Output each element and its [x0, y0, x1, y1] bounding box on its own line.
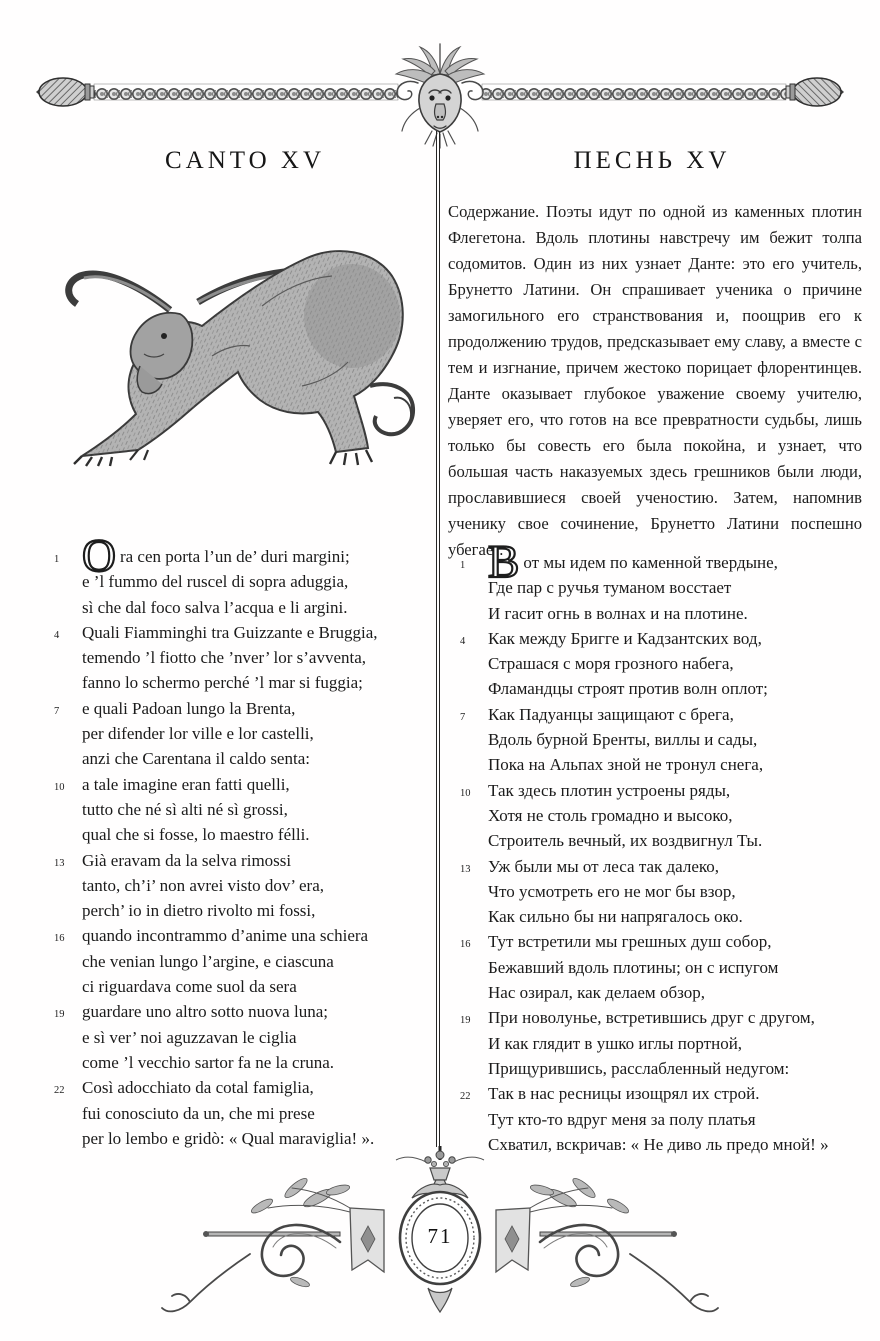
verse-line: Тут встретили мы грешных душ собор,	[488, 932, 772, 952]
tercet-lines	[488, 778, 868, 854]
verse-column-russian	[460, 536, 868, 1157]
verse-line-number: 4	[54, 629, 60, 641]
tercet	[460, 1005, 868, 1081]
verse-line-number: 10	[54, 781, 65, 793]
verse-line-number: 16	[460, 939, 471, 951]
verse-line: e sì ver’ noi aguzzavan le ciglia	[82, 1027, 297, 1047]
cartouche-right-scroll	[496, 1176, 718, 1312]
verse-line: perch’ io in dietro rivolto mi fossi,	[82, 901, 316, 921]
tercet-lines	[82, 696, 436, 772]
tercet	[54, 696, 436, 772]
tercet	[460, 854, 868, 930]
braided-rule-left	[94, 84, 398, 100]
tercet-lines	[488, 1005, 868, 1081]
tercet	[54, 772, 436, 848]
verse-line: И гасит огнь в волнах и на плотине.	[488, 603, 748, 623]
verse-line: Уж были мы от леса так далеко,	[488, 856, 720, 876]
verse-line: temendo ’l fiotto che ’nver’ lor s’avventa,	[82, 648, 367, 668]
verse-line: Так в нас ресницы изощрял их строй.	[488, 1084, 760, 1104]
verse-line: При новолунье, встретившись друг с другом,	[488, 1008, 815, 1028]
verse-line: qual che si fosse, lo maestro félli.	[82, 825, 310, 845]
verse-line-number: 10	[460, 787, 471, 799]
verse-line: Фламандцы строят против волн оплот;	[488, 679, 768, 699]
verse-line: tutto che né sì alti né sì grossi,	[82, 799, 288, 819]
verse-line: sì che dal foco salva l’acqua e li argini.	[82, 597, 348, 617]
verse-line-number: 1	[54, 554, 60, 565]
tercet-lines	[82, 620, 436, 696]
verse-line: per difender lor ville e lor castelli,	[82, 724, 314, 744]
tercet	[460, 929, 868, 1005]
tercet-lines	[488, 702, 868, 778]
beast-illustration	[52, 236, 432, 471]
tercet-lines	[82, 848, 436, 924]
verse-column-italian	[54, 530, 436, 1151]
tercet-lines	[82, 1075, 436, 1151]
tercet-lines	[82, 923, 436, 999]
verse-line: Хотя не столь громадно и высоко,	[488, 805, 733, 825]
canto-summary: Содержание. Поэты идут по одной из каменных плотин Флегетона. Вдоль плотины навстречу им бежит толпа содомитов. Один из них узнает Данте: это его учитель, Брунетто Латини. Он спрашивает ученика о причине замогильного его странствования и, поощрив его к продолжению трудов, предсказывает ему славу, а вместе с тем и изгнание, причем жестоко порицает флорентинцев. Данте оказывает глубокое уважение своему учителю, уверяет его, что готов на все превратности судьбы, лишь только бы совесть его была покойна, и узнает, что большая часть наказуемых здесь грешников были люди, прославившиеся своей ученостию. Затем, напомнив ученику свое сочинение, Брунетто Латини поспешно убегает.	[448, 202, 862, 559]
verse-line: Тут кто-то вдруг меня за полу платья	[488, 1109, 756, 1129]
verse-line-number: 1	[460, 560, 466, 571]
tercet-lines	[82, 772, 436, 848]
verse-line: Бежавший вдоль плотины; он с испугом	[488, 957, 779, 977]
verse-line: che venian lungo l’argine, e ciascuna	[82, 951, 334, 971]
verse-line: Вдоль бурной Бренты, виллы и сады,	[488, 730, 758, 750]
verse-line: quando incontrammo d’anime una schiera	[82, 926, 369, 946]
verse-line: Già eravam da la selva rimossi	[82, 850, 292, 870]
verse-line: ci riguardava come suol da sera	[82, 977, 297, 997]
pesn-heading: ПЕСНЬ XV	[573, 147, 731, 174]
verse-line: guardare uno altro sotto nuova luna;	[82, 1002, 328, 1022]
verse-line: Così adocchiato da cotal famiglia,	[82, 1078, 314, 1098]
canto-heading: CANTO XV	[164, 147, 325, 174]
verse-line-number: 4	[460, 635, 466, 647]
finial-right-icon	[786, 78, 844, 106]
tercet	[54, 848, 436, 924]
grotesque-mask-icon	[396, 44, 484, 148]
tercet-lines	[488, 854, 868, 930]
page-number: 71	[427, 1224, 453, 1248]
verse-line-number: 19	[460, 1015, 471, 1027]
verse-line: e quali Padoan lungo la Brenta,	[82, 698, 296, 718]
verse-line: И как глядит в ушко иглы портной,	[488, 1033, 743, 1053]
tercet	[54, 620, 436, 696]
verse-line: a tale imagine eran fatti quelli,	[82, 774, 290, 794]
braided-rule-right	[482, 84, 786, 100]
verse-line-number: 22	[54, 1085, 65, 1097]
verse-line: Как между Бригге и Кадзантских вод,	[488, 628, 762, 648]
tercet	[460, 702, 868, 778]
verse-line: Где пар с ручья туманом восстает	[488, 578, 732, 598]
tercet	[54, 530, 436, 620]
verse-line-number: 7	[460, 711, 466, 723]
verse-line: Quali Fiamminghi tra Guizzante e Bruggia,	[82, 622, 378, 642]
verse-line: per lo lembo e gridò: « Qual maraviglia! ».	[82, 1128, 375, 1148]
tercet	[54, 999, 436, 1075]
tercet-lines	[82, 999, 436, 1075]
verse-line: Схватил, вскричав: « Не диво ль предо мной! »	[488, 1134, 829, 1154]
verse-line: Ora cen porta l’un de’ duri margini;	[82, 530, 350, 582]
verse-line: Пока на Альпах зной не тронул снега,	[488, 755, 764, 775]
tercet	[460, 626, 868, 702]
verse-line-number: 13	[460, 863, 471, 875]
column-divider-rule	[436, 131, 440, 1147]
verse-line-number: 7	[54, 705, 60, 717]
verse-line: anzi che Carentana il caldo senta:	[82, 749, 310, 769]
urn-finial-icon	[396, 1146, 484, 1186]
tercet	[460, 536, 868, 626]
finial-left-icon	[36, 78, 94, 106]
verse-line: Как сильно бы ни напрягалось око.	[488, 907, 743, 927]
verse-line-number: 13	[54, 857, 65, 869]
verse-line: tanto, ch’i’ non avrei visto dov’ era,	[82, 875, 325, 895]
verse-line-number: 22	[460, 1091, 471, 1103]
verse-line: Так здесь плотин устроены ряды,	[488, 780, 731, 800]
verse-line-number: 16	[54, 933, 65, 945]
verse-line: come ’l vecchio sartor fa ne la cruna.	[82, 1052, 335, 1072]
tercet	[54, 923, 436, 999]
tercet-lines	[82, 530, 436, 620]
header-rule-ornament	[0, 38, 880, 156]
verse-line: Нас озирал, как делаем обзор,	[488, 983, 705, 1003]
verse-line-number: 19	[54, 1009, 65, 1021]
verse-line: Строитель вечный, их воздвигнул Ты.	[488, 831, 763, 851]
tercet	[460, 778, 868, 854]
verse-line: Вот мы идем по каменной твердыне,	[488, 536, 778, 588]
cartouche-left-scroll	[162, 1176, 384, 1312]
verse-line: Как Падуанцы защищают с брега,	[488, 704, 734, 724]
tercet	[54, 1075, 436, 1151]
verse-line: fui conosciuto da un, che mi prese	[82, 1103, 315, 1123]
verse-line: Страшася с моря грозного набега,	[488, 654, 734, 674]
verse-line: e ’l fummo del ruscel di sopra aduggia,	[82, 572, 349, 592]
tercet-lines	[488, 626, 868, 702]
verse-line: Прищурившись, расслабленный недугом:	[488, 1058, 790, 1078]
verse-line: fanno lo schermo perché ’l mar si fuggia;	[82, 673, 363, 693]
tercet-lines	[488, 929, 868, 1005]
verse-line: Что усмотреть его не мог бы взор,	[488, 881, 736, 901]
tercet-lines	[488, 536, 868, 626]
